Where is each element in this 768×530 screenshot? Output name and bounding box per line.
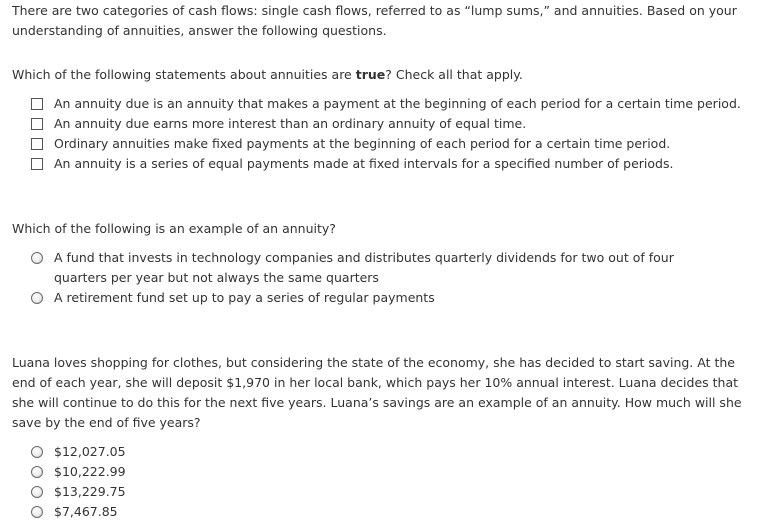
intro-text: There are two categories of cash flows: single cash flows, referred to as “lump sums,” and annuities. Based on your understanding of annuities, answer the following questions. — [12, 3, 737, 38]
option-label: Ordinary annuities make fixed payments at the beginning of each period for a certain time period. — [54, 136, 671, 151]
question-1-option-1[interactable] — [31, 94, 751, 114]
question-3-option-3[interactable] — [31, 482, 231, 502]
question-2-option-2[interactable] — [31, 288, 721, 308]
question-1-option-3[interactable] — [31, 134, 751, 154]
option-label: An annuity due earns more interest than an ordinary annuity of equal time. — [54, 116, 527, 131]
option-label: $10,222.99 — [54, 464, 126, 479]
question-3-option-1[interactable] — [31, 442, 231, 462]
radio-button[interactable] — [31, 446, 43, 458]
radio-button[interactable] — [31, 292, 43, 304]
question-1-option-2[interactable] — [31, 114, 751, 134]
checkbox[interactable] — [31, 118, 43, 130]
radio-button[interactable] — [31, 506, 43, 518]
question-3-option-2[interactable] — [31, 462, 231, 482]
option-label: A fund that invests in technology companies and distributes quarterly dividends for two out of four quarters per year but not always the same quarters — [54, 250, 674, 285]
radio-button[interactable] — [31, 466, 43, 478]
checkbox[interactable] — [31, 158, 43, 170]
option-label: An annuity due is an annuity that makes a payment at the beginning of each period for a certain time period. — [54, 96, 741, 111]
question-1-prompt-start: Which of the following statements about annuities are — [12, 67, 356, 82]
option-label: A retirement fund set up to pay a series of regular payments — [54, 290, 435, 305]
question-2-prompt: Which of the following is an example of an annuity? — [12, 221, 336, 236]
option-label: $7,467.85 — [54, 504, 118, 519]
question-1-option-4[interactable] — [31, 154, 751, 174]
question-1-prompt-end: ? Check all that apply. — [385, 67, 523, 82]
option-label: $13,229.75 — [54, 484, 126, 499]
question-1-prompt — [12, 65, 742, 85]
radio-button[interactable] — [31, 252, 43, 264]
question-3-option-4[interactable] — [31, 502, 231, 522]
question-3-prompt: Luana loves shopping for clothes, but considering the state of the economy, she has decided to start saving. At the end of each year, she will deposit $1,970 in her local bank, which pays her 10% annual interest. Luana decides that she will continue to do this for the next five years. Luana’s savings are an example of an annuity. How much will she save by the end of five years? — [12, 355, 742, 430]
question-1-prompt-emphasis: true — [355, 67, 386, 82]
radio-button[interactable] — [31, 486, 43, 498]
checkbox[interactable] — [31, 98, 43, 110]
question-2-option-1[interactable] — [31, 248, 721, 288]
option-label: An annuity is a series of equal payments made at fixed intervals for a specified number of periods. — [54, 156, 674, 171]
checkbox[interactable] — [31, 138, 43, 150]
option-label: $12,027.05 — [54, 444, 126, 459]
